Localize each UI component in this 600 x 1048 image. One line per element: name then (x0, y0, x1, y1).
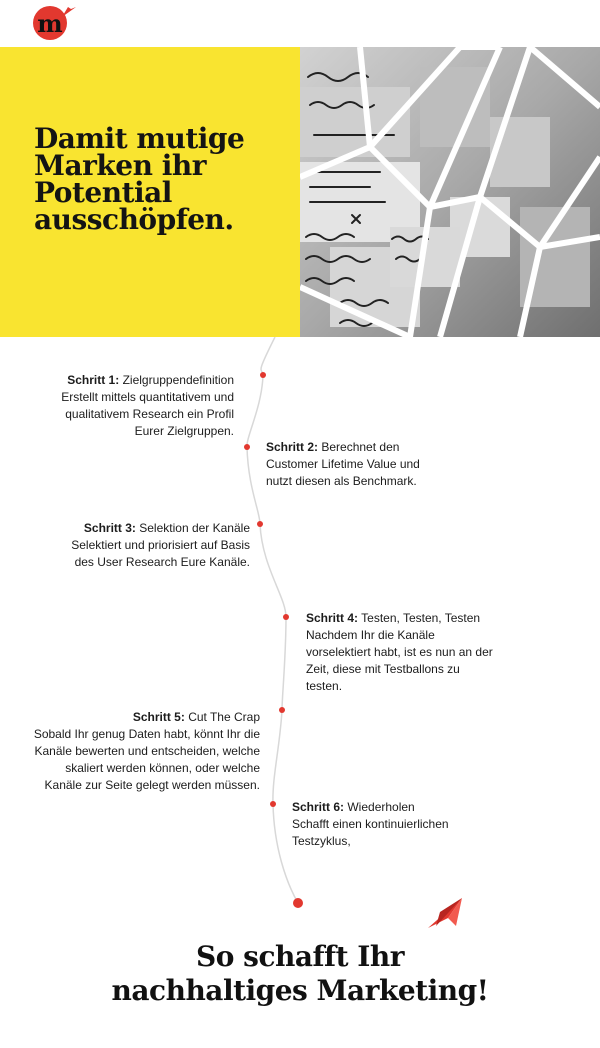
step-5 (32, 709, 260, 794)
step-4-label: Schritt 4: (306, 611, 359, 625)
step-5-heading: Cut The Crap (188, 710, 260, 724)
step-4-heading: Testen, Testen, Testen (361, 611, 481, 625)
step-1-label: Schritt 1: (67, 373, 120, 387)
timeline-dot-1 (260, 372, 266, 378)
step-1-heading: Zielgruppendefinition (122, 373, 234, 387)
step-1 (40, 372, 234, 440)
step-2-heading: Berechnet den (321, 440, 400, 454)
step-2 (266, 439, 446, 490)
step-6 (292, 799, 472, 850)
hero-section (0, 47, 600, 337)
step-6-label: Schritt 6: (292, 800, 345, 814)
timeline-dot-6 (270, 801, 276, 807)
closing-line-2: nachhaltiges Marketing! (111, 974, 489, 1007)
closing-line-1: So schafft Ihr (196, 940, 404, 973)
timeline-end-dot (293, 898, 303, 908)
step-4-text: Nachdem Ihr die Kanäle vorselektiert habt, ist es nun an der Zeit, diese mit Testballons zu testen. (306, 628, 493, 693)
logo-arrow-icon (60, 6, 78, 18)
step-5-label: Schritt 5: (132, 710, 185, 724)
paper-plane-icon (426, 896, 464, 930)
step-2-text: Customer Lifetime Value und nutzt diesen als Benchmark. (266, 457, 420, 488)
step-5-text: Sobald Ihr genug Daten habt, könnt Ihr die Kanäle bewerten und entscheiden, welche skaliert werden können, oder welche Kanäle zur Seite gelegt werden müssen. (33, 727, 260, 792)
timeline-dot-3 (257, 521, 263, 527)
step-2-label: Schritt 2: (266, 440, 319, 454)
step-6-heading: Wiederholen (347, 800, 415, 814)
step-3-text: Selektiert und priorisiert auf Basis des User Research Eure Kanäle. (71, 538, 250, 569)
step-3-label: Schritt 3: (83, 521, 136, 535)
step-4 (306, 610, 496, 695)
step-6-text: Schafft einen kontinuierlichen Testzyklus, (292, 817, 449, 848)
closing-headline (0, 940, 600, 1008)
step-1-text: Erstellt mittels quantitativem und qualitativem Research ein Profil Eurer Zielgruppen. (61, 390, 234, 438)
logo-letter: m (37, 9, 63, 38)
step-3-heading: Selektion der Kanäle (139, 521, 250, 535)
hero-whiteboard-image (300, 47, 600, 337)
step-3 (54, 520, 250, 571)
hero-title: Damit mutige Marken ihr Potential ausschöpfen. (34, 122, 245, 236)
timeline-dot-5 (279, 707, 285, 713)
timeline-dot-4 (283, 614, 289, 620)
timeline-dot-2 (244, 444, 250, 450)
